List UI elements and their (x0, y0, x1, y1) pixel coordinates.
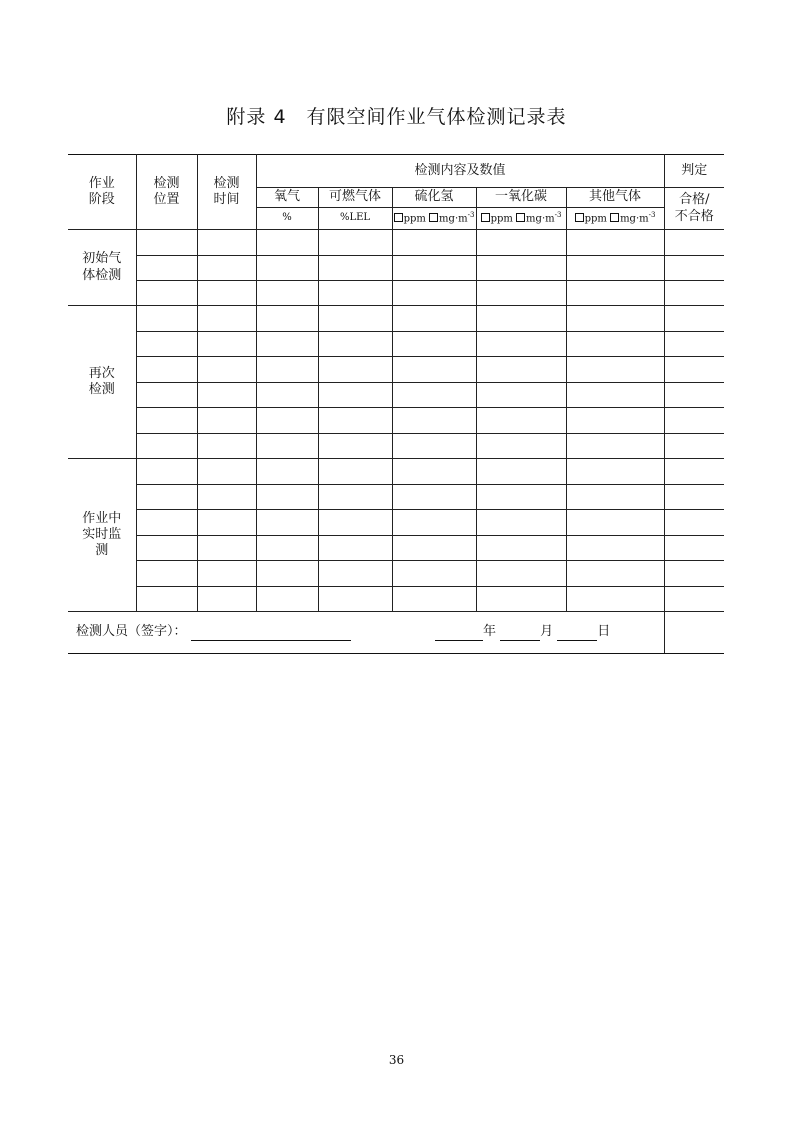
year-label: 年 (482, 624, 496, 640)
unit-combustible: %LEL (318, 208, 392, 230)
table-row (68, 561, 724, 587)
header-oxygen: 氧气 (256, 188, 318, 208)
checkbox-icon[interactable] (575, 213, 584, 222)
header-carbon-monoxide: 一氧化碳 (476, 188, 566, 208)
checkbox-icon[interactable] (481, 213, 490, 222)
header-time: 检测 时间 (197, 155, 256, 230)
gas-detection-record-table (68, 154, 724, 654)
header-judge-sub: 合格/ 不合格 (664, 188, 724, 230)
unit-other-gas: ppm $mg\cdot m^{-3}$ (566, 208, 664, 230)
unit-hydrogen-sulfide: ppm $mg\cdot m^{-3}$ (392, 208, 476, 230)
table-row (68, 510, 724, 536)
inspector-signature-field[interactable] (191, 627, 351, 641)
day-field[interactable] (557, 627, 597, 641)
header-other-gas: 其他气体 (566, 188, 664, 208)
stage-initial: 初始气 体检测 (68, 230, 136, 306)
table-row (68, 434, 724, 459)
footer-judge-cell (664, 612, 724, 654)
table-row (68, 306, 724, 332)
unit-oxygen: % (256, 208, 318, 230)
page-title: 附录 4 有限空间作业气体检测记录表 (226, 106, 567, 128)
table-row (68, 459, 724, 485)
table-row (68, 230, 724, 256)
header-combustible: 可燃气体 (318, 188, 392, 208)
table-row (68, 383, 724, 408)
day-label: 日 (597, 624, 611, 640)
month-field[interactable] (500, 627, 540, 641)
table-row (68, 485, 724, 510)
table-row (68, 281, 724, 306)
year-field[interactable] (435, 627, 483, 641)
page-number: 36 (388, 1053, 405, 1067)
month-label: 月 (540, 624, 554, 640)
checkbox-icon[interactable] (516, 213, 525, 222)
table-row (68, 408, 724, 434)
header-content: 检测内容及数值 (256, 155, 664, 188)
header-stage: 作业 阶段 (68, 155, 136, 230)
header-judge: 判定 (664, 155, 724, 188)
checkbox-icon[interactable] (610, 213, 619, 222)
footer-signature-row (68, 612, 664, 654)
unit-carbon-monoxide: ppm $mg\cdot m^{-3}$ (476, 208, 566, 230)
checkbox-icon[interactable] (394, 213, 403, 222)
stage-realtime: 作业中 实时监 测 (68, 459, 136, 612)
header-location: 检测 位置 (136, 155, 197, 230)
header-hydrogen-sulfide: 硫化氢 (392, 188, 476, 208)
table-row (68, 357, 724, 383)
checkbox-icon[interactable] (429, 213, 438, 222)
table-row (68, 536, 724, 561)
stage-again: 再次 检测 (68, 306, 136, 459)
table-row (68, 587, 724, 612)
inspector-label: 检测人员（签字）： (76, 624, 187, 640)
table-row (68, 256, 724, 281)
table-row (68, 332, 724, 357)
